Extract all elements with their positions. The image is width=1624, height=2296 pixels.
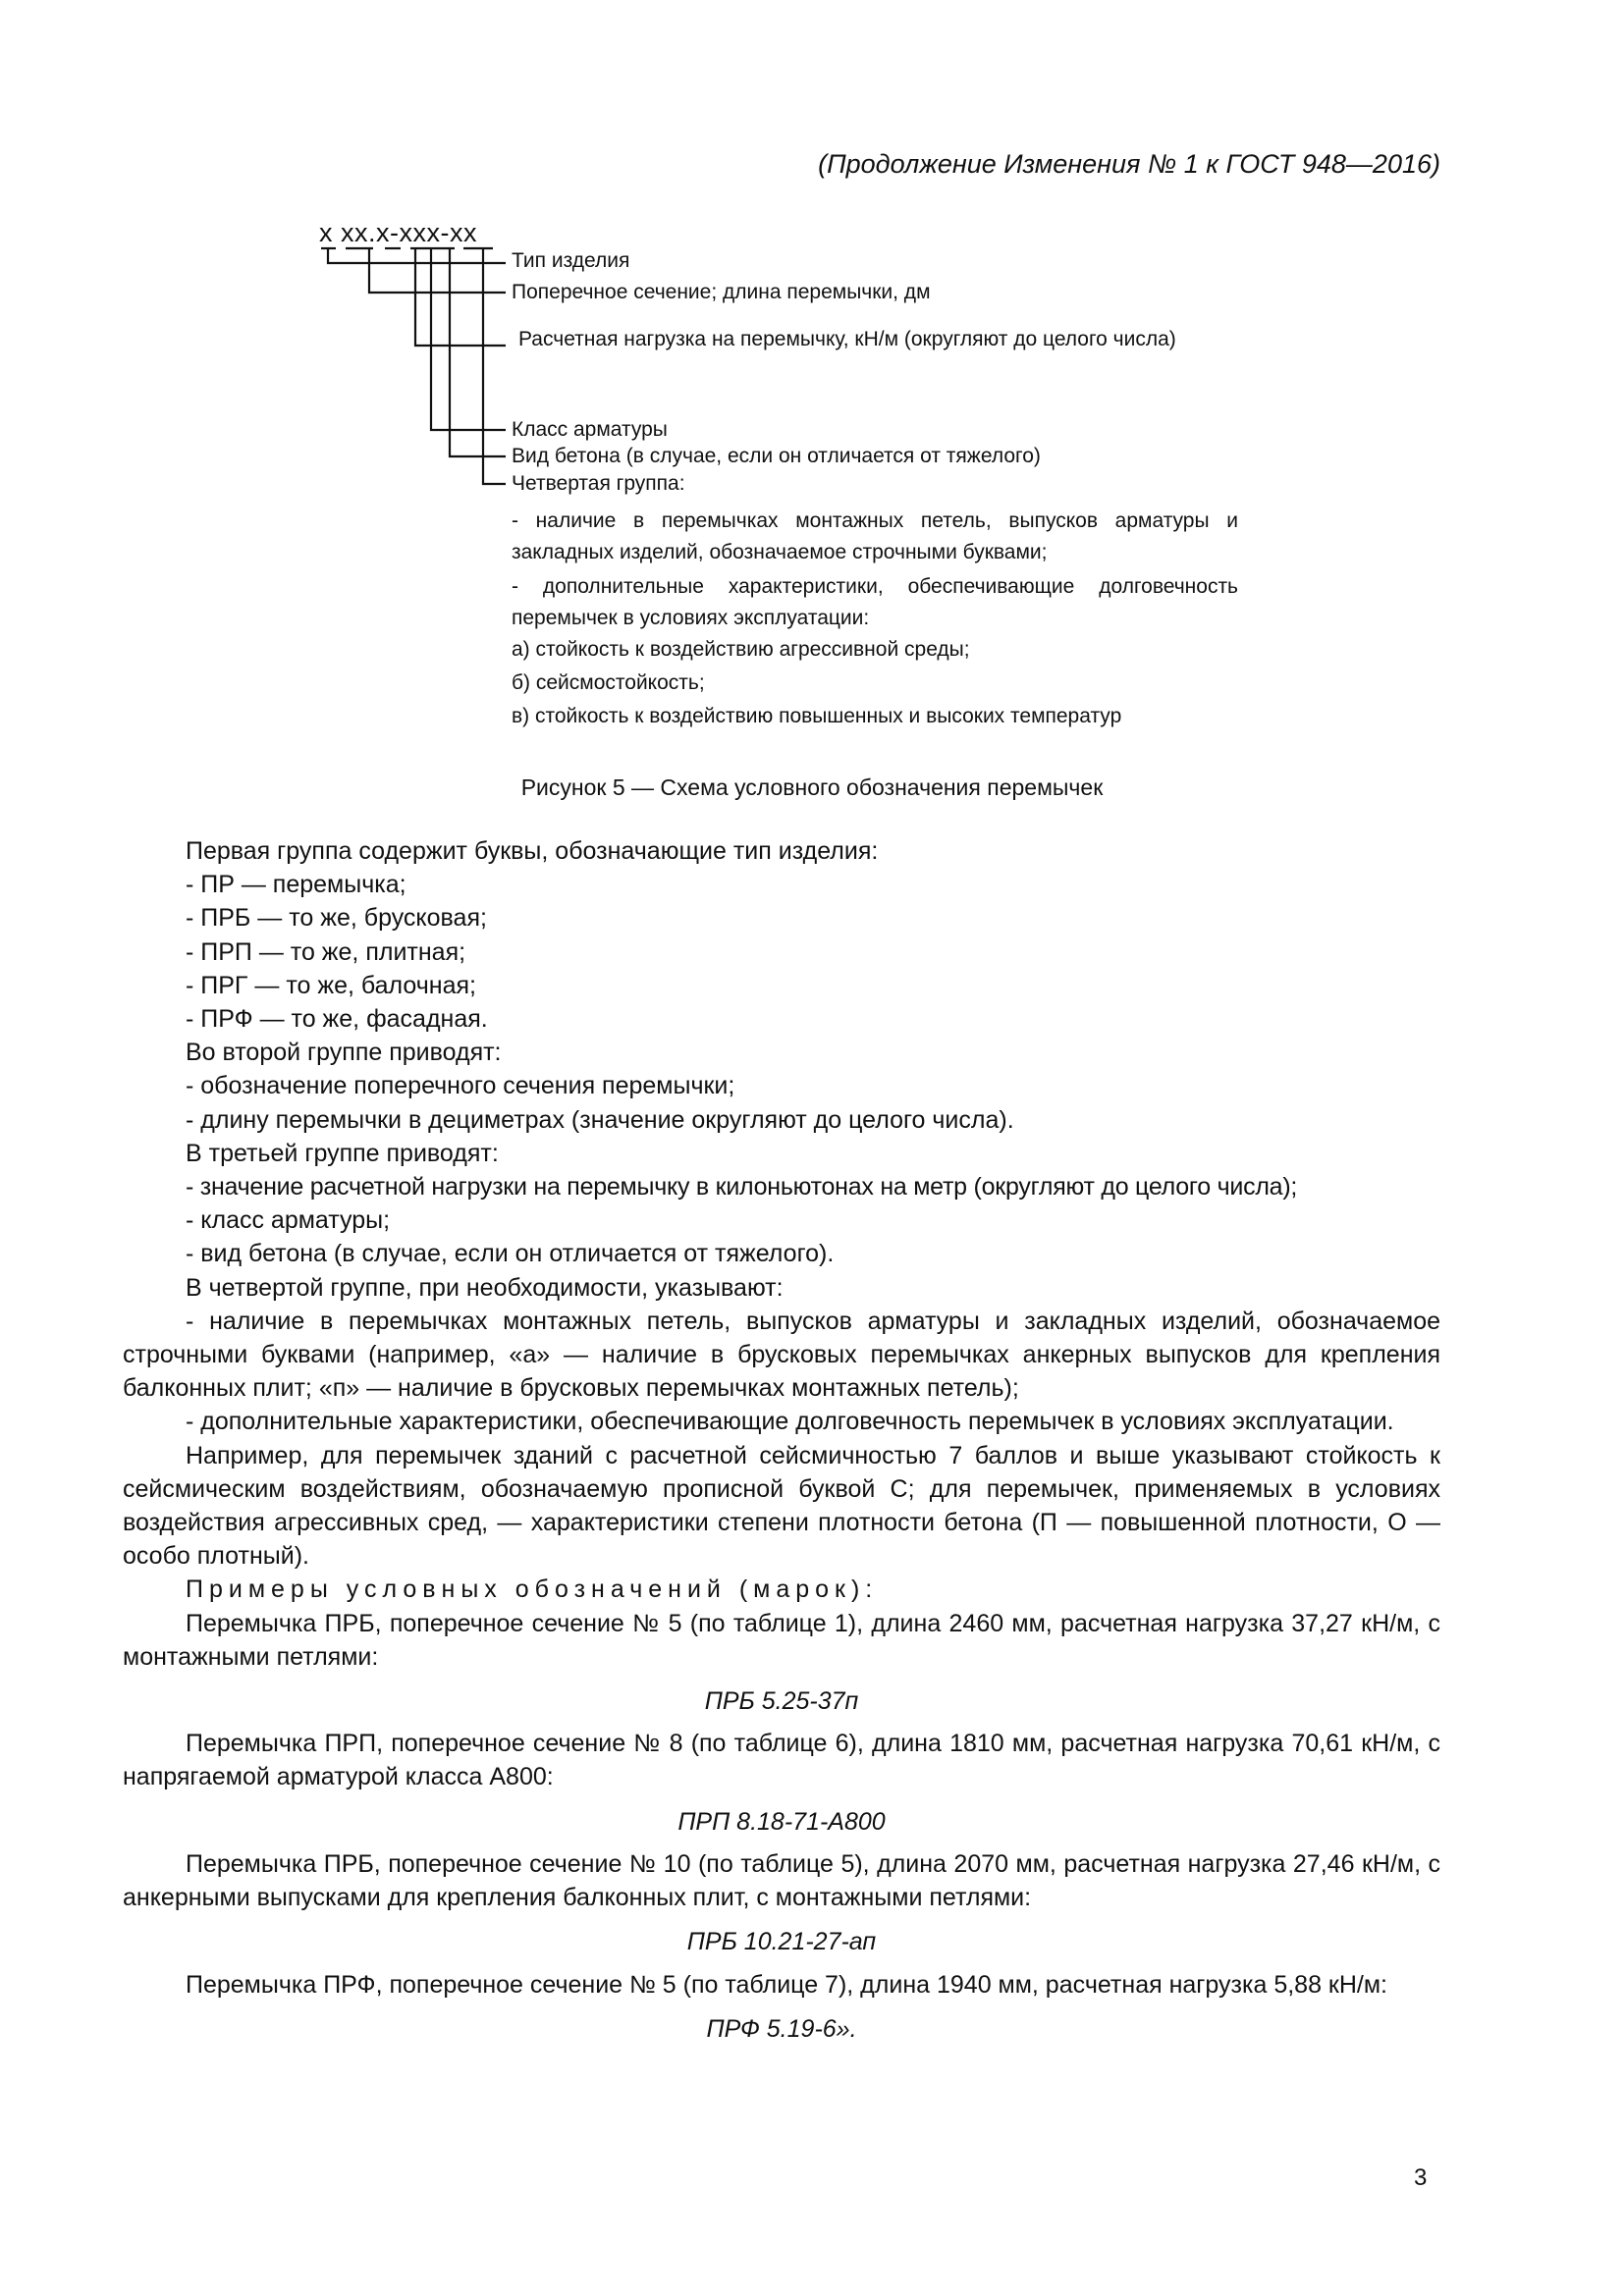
list-item: - вид бетона (в случае, если он отличается от тяжелого). xyxy=(186,1240,835,1268)
scheme-label-fourth-group: Четвертая группа: xyxy=(512,472,685,495)
list-item: - ПРБ — то же, брусковая; xyxy=(186,904,487,933)
examples-heading: Примеры условных обозначений (марок): xyxy=(186,1575,879,1604)
example-designation: ПРП 8.18-71-А800 xyxy=(677,1807,886,1836)
scheme-label-concrete: Вид бетона (в случае, если он отличается от тяжелого) xyxy=(512,445,1041,467)
designation-scheme-lines xyxy=(0,0,1624,785)
body-text xyxy=(123,834,1440,2055)
scheme-label-sub-a: а) стойкость к воздействию агрессивной среды; xyxy=(512,638,970,661)
scheme-label-load: Расчетная нагрузка на перемычку, кН/м (округляют до целого числа) xyxy=(518,328,1176,350)
paragraph: Перемычка ПРФ, поперечное сечение № 5 (по таблице 7), длина 1940 мм, расчетная нагрузка 5,88 кН/м: xyxy=(186,1970,1387,1999)
scheme-label-type: Тип изделия xyxy=(512,249,630,272)
scheme-label-fourth-item-2: - дополнительные характеристики, обеспечивающие долговечность перемычек в условиях эксплуатации: xyxy=(512,575,1238,629)
paragraph: Перемычка ПРБ, поперечное сечение № 10 (по таблице 5), длина 2070 мм, расчетная нагрузка 27,46 кН/м, с анкерными выпусками для крепления балконных плит, с монтажными петлями: xyxy=(123,1849,1440,1912)
scheme-label-sub-b: б) сейсмостойкость; xyxy=(512,671,705,694)
list-item: - ПР — перемычка; xyxy=(186,871,406,899)
paragraph: Например, для перемычек зданий с расчетной сейсмичностью 7 баллов и выше указывают стойкость к сейсмическим воздействиям, обозначаемую прописной буквой С; для перемычек, применяемых в условиях воздействия агрессивных сред, — характеристики степени плотности бетона (П — повышенной плотности, О — особо плотный). xyxy=(123,1441,1440,1571)
paragraph: Перемычка ПРП, поперечное сечение № 8 (по таблице 6), длина 1810 мм, расчетная нагрузка 70,61 кН/м, с напрягаемой арматурой класса А800: xyxy=(123,1730,1440,1791)
scheme-label-reinforcement: Класс арматуры xyxy=(512,418,668,441)
list-item: - дополнительные характеристики, обеспечивающие долговечность перемычек в условиях эксплуатации. xyxy=(186,1408,1394,1436)
paragraph: Перемычка ПРБ, поперечное сечение № 5 (по таблице 1), длина 2460 мм, расчетная нагрузка 37,27 кН/м, с монтажными петлями: xyxy=(123,1609,1440,1671)
list-item: - длину перемычки в дециметрах (значение округляют до целого числа). xyxy=(186,1105,1014,1134)
scheme-label-fourth-item-1: - наличие в перемычках монтажных петель, выпусков арматуры и закладных изделий, обозначаемое строчными буквами; xyxy=(512,509,1238,563)
list-item: - ПРГ — то же, балочная; xyxy=(186,971,476,999)
paragraph: В четвертой группе, при необходимости, указывают: xyxy=(186,1273,784,1302)
paragraph: Во второй группе приводят: xyxy=(186,1039,502,1067)
list-item: - ПРП — то же, плитная; xyxy=(186,937,466,966)
page-number: 3 xyxy=(1414,2164,1428,2191)
scheme-label-section: Поперечное сечение; длина перемычки, дм xyxy=(512,281,931,303)
example-designation: ПРБ 5.25-37п xyxy=(704,1687,859,1716)
list-item: - класс арматуры; xyxy=(186,1206,391,1235)
page-header: (Продолжение Изменения № 1 к ГОСТ 948—2016) xyxy=(818,149,1440,179)
paragraph: В третьей группе приводят: xyxy=(186,1139,499,1167)
list-item: - ПРФ — то же, фасадная. xyxy=(186,1005,488,1034)
list-item: - наличие в перемычках монтажных петель, выпусков арматуры и закладных изделий, обозначаемое строчными буквами (например, «а» — наличие в брусковых перемычках анкерных выпусков для крепления балконных плит; «п» — наличие в брусковых перемычках монтажных петель); xyxy=(123,1307,1440,1403)
scheme-label-sub-c: в) стойкость к воздействию повышенных и высоких температур xyxy=(512,705,1122,727)
example-designation: ПРБ 10.21-27-ап xyxy=(686,1928,877,1956)
list-item: - обозначение поперечного сечения перемычки; xyxy=(186,1072,735,1100)
designation-code: х хх.х-ххх-хх xyxy=(319,218,477,247)
list-item: - значение расчетной нагрузки на перемычку в килоньютонах на метр (округляют до целого числа); xyxy=(186,1173,1298,1201)
figure-caption: Рисунок 5 — Схема условного обозначения перемычек xyxy=(520,774,1104,800)
example-designation: ПРФ 5.19-6». xyxy=(706,2014,857,2043)
paragraph: Первая группа содержит буквы, обозначающие тип изделия: xyxy=(186,837,879,865)
